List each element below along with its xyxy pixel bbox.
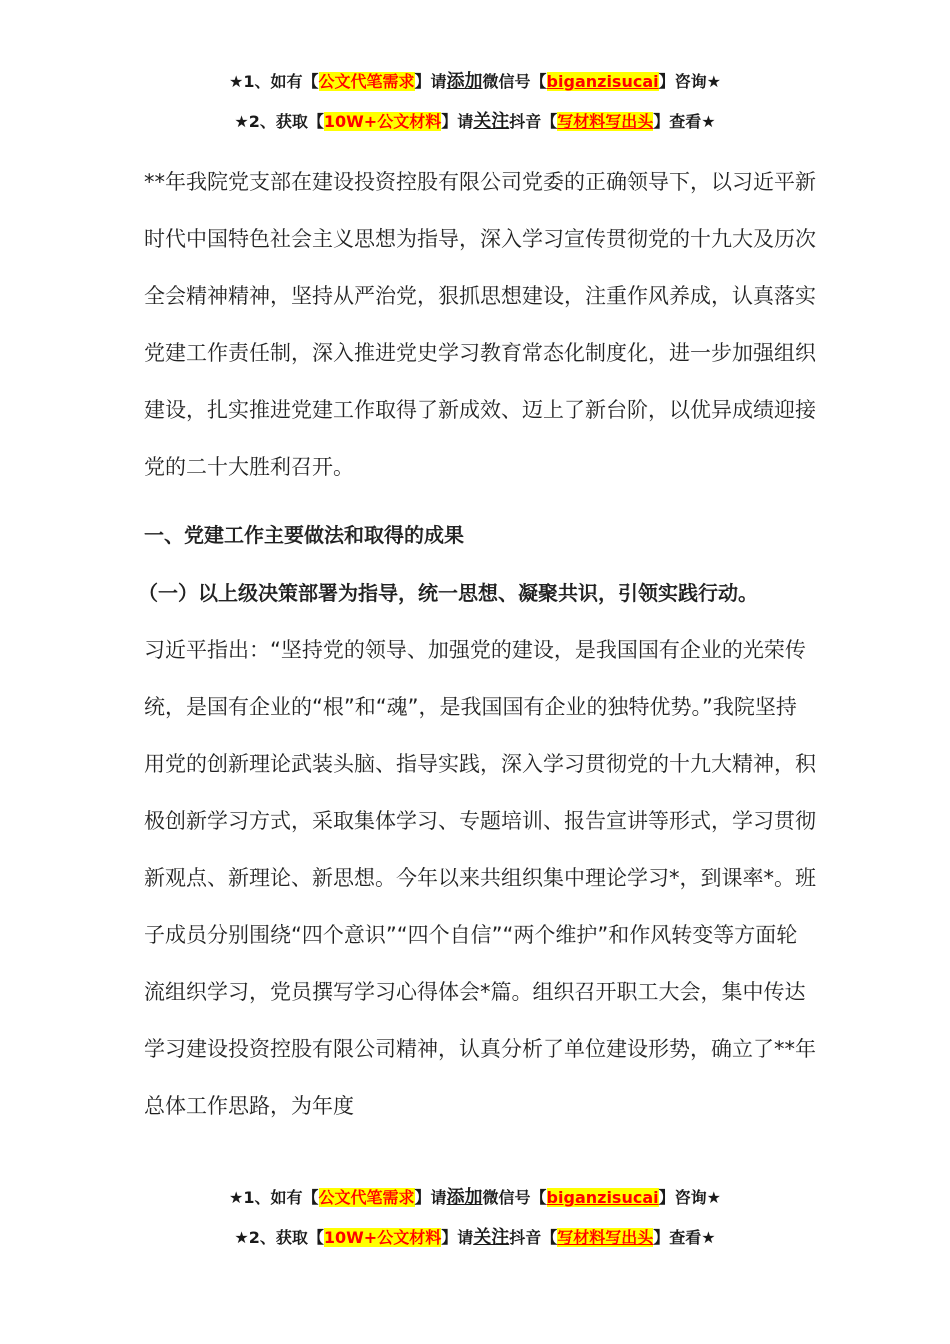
banner-text: ★2、获取【 <box>234 1228 324 1247</box>
banner-text: 微信号【 <box>482 1188 547 1207</box>
banner-text: 】请 <box>441 112 474 131</box>
banner-text: ★2、获取【 <box>234 112 324 131</box>
banner-text: 微信号【 <box>482 72 547 91</box>
section-heading: 一、党建工作主要做法和取得的成果 <box>144 523 464 547</box>
douyin-account: 写材料写出头 <box>557 112 654 131</box>
banner-underlined: 添加 <box>446 1187 483 1208</box>
header-banner-line-2 <box>0 110 950 134</box>
banner-underlined: 关注 <box>473 1227 510 1248</box>
footer-banner-line-2 <box>0 1226 950 1250</box>
banner-highlight: 公文代笔需求 <box>318 72 415 91</box>
banner-highlight: 10W+公文材料 <box>323 112 442 131</box>
body-paragraph: 习近平指出：“坚持党的领导、加强党的建设，是我国国有企业的光荣传统，是国有企业的“根”和“魂”，是我国国有企业的独特优势。”我院坚持用党的创新理论武装头脑、指导实践，深入学习贯彻党的十九大精神，积极创新学习方式，采取集体学习、专题培训、报告宣讲等形式，学习贯彻新观点、新理论、新思想。今年以来共组织集中理论学习*，到课率*。班子成员分别围绕“四个意识”“四个自信”“两个维护”和作风转变等方面轮流组织学习，党员撰写学习心得体会*篇。组织召开职工大会，集中传达学习建设投资控股有限公司精神，认真分析了单位建设形势，确立了**年总体工作思路，为年度 <box>144 638 816 1118</box>
wechat-id: biganzisucai <box>546 72 659 91</box>
banner-text: 】请 <box>441 1228 474 1247</box>
banner-text: 】请 <box>414 1188 447 1207</box>
banner-text: 抖音【 <box>509 112 558 131</box>
banner-highlight: 10W+公文材料 <box>323 1228 442 1247</box>
banner-text: 抖音【 <box>509 1228 558 1247</box>
document-body <box>138 154 816 1135</box>
subsection-heading: （一）以上级决策部署为指导，统一思想、凝聚共识，引领实践行动。 <box>138 581 758 605</box>
footer-banner-line-1 <box>0 1186 950 1210</box>
banner-text: 】查看★ <box>653 112 716 131</box>
wechat-id: biganzisucai <box>546 1188 659 1207</box>
banner-highlight: 公文代笔需求 <box>318 1188 415 1207</box>
banner-text: ★1、如有【 <box>229 72 319 91</box>
banner-text: 】咨询★ <box>658 1188 721 1207</box>
banner-text: 】咨询★ <box>658 72 721 91</box>
banner-underlined: 关注 <box>473 111 510 132</box>
douyin-account: 写材料写出头 <box>557 1228 654 1247</box>
header-banner-line-1 <box>0 70 950 94</box>
banner-underlined: 添加 <box>446 71 483 92</box>
intro-paragraph: **年我院党支部在建设投资控股有限公司党委的正确领导下，以习近平新时代中国特色社会主义思想为指导，深入学习宣传贯彻党的十九大及历次全会精神精神，坚持从严治党，狠抓思想建设，注重作风养成，认真落实党建工作责任制，深入推进党史学习教育常态化制度化，进一步加强组织建设，扎实推进党建工作取得了新成效、迈上了新台阶，以优异成绩迎接党的二十大胜利召开。 <box>144 170 816 479</box>
banner-text: ★1、如有【 <box>229 1188 319 1207</box>
banner-text: 】请 <box>414 72 447 91</box>
banner-text: 】查看★ <box>653 1228 716 1247</box>
